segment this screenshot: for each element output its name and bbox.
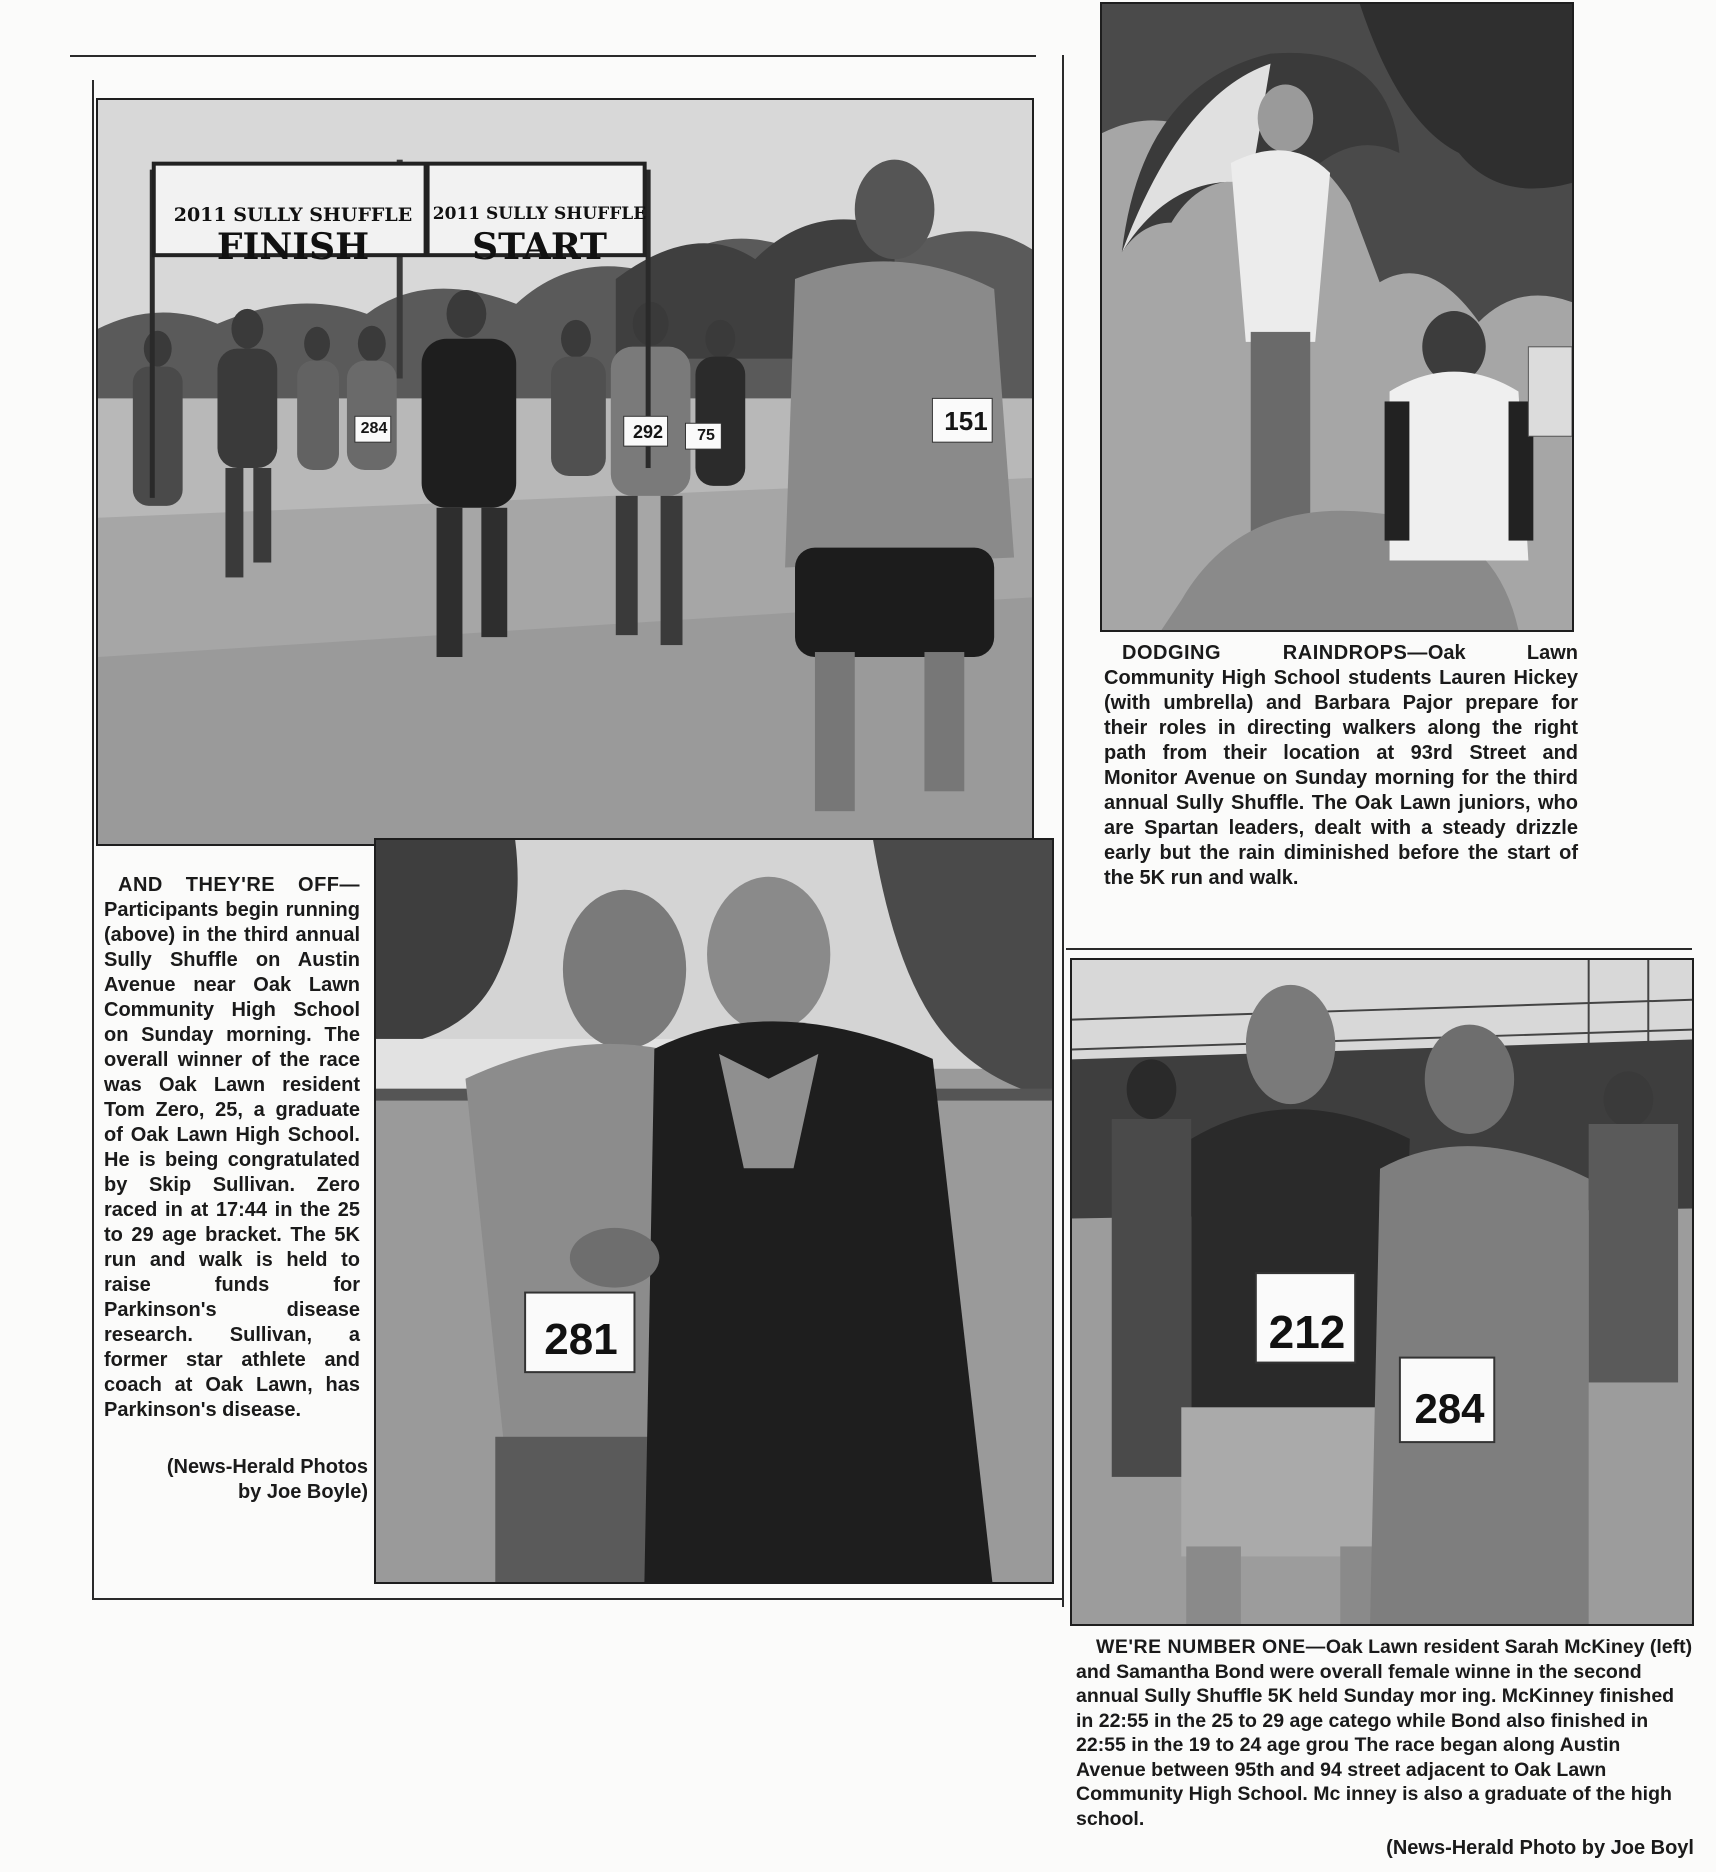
number-one-caption <box>1076 1635 1694 1831</box>
runners-caption <box>104 873 360 1423</box>
banner-start-top: 2011 SULLY SHUFFLE <box>432 204 647 224</box>
winner-handshake-photo <box>374 838 1054 1584</box>
bib-number: 292 <box>632 422 664 442</box>
runners-photo-credit-line1: (News-Herald Photos <box>166 1456 368 1478</box>
raindrops-caption-lead: DODGING RAINDROPS— <box>1122 642 1428 664</box>
female-winners-top-rule <box>1066 948 1692 950</box>
left-block-left-border <box>92 80 94 1600</box>
runners-photo-credit-line2: by Joe Boyle) <box>237 1481 368 1503</box>
banner-finish-top: 2011 SULLY SHUFFLE <box>173 204 413 226</box>
winner-bib-number: 281 <box>544 1315 618 1364</box>
bib-number-284: 284 <box>1414 1385 1485 1432</box>
left-block-right-border <box>1062 55 1064 1607</box>
umbrella-students-photo <box>1100 2 1574 632</box>
runners-photo <box>96 98 1034 846</box>
top-rule <box>70 55 1036 57</box>
left-block-bottom-border <box>92 1598 1064 1600</box>
banner-finish-word: FINISH <box>216 226 370 268</box>
raindrops-caption-body: Oak Lawn Community High School students Lauren Hickey (with umbrella) and Barbara Pajor prepare for their roles in directing walkers along the right path from their location at 93rd Street and Monitor Avenue on Sunday morning for the third annual Sully Shuffle. The Oak Lawn juniors, who are Spartan leaders, dealt with a steady drizzle early but the rain diminished before the start of the 5K run and walk. <box>1104 642 1578 889</box>
raindrops-caption <box>1104 641 1578 891</box>
runners-caption-body: Participants begin running (above) in the third annual Sully Shuffle on Austin Avenue near Oak Lawn Community High School on Sunday morning. The overall winner of the race was Oak Lawn resident Tom Zero, 25, a graduate of Oak Lawn High School. He is being congratulated by Skip Sullivan. Zero raced in at 17:44 in the 25 to 29 age bracket. The 5K run and walk is held to raise funds for Parkinson's disease research. Sullivan, a former star athlete and coach at Oak Lawn, has Parkinson's disease. <box>104 899 360 1421</box>
banner-start-word: START <box>472 226 607 268</box>
bib-number: 284 <box>360 420 388 437</box>
bib-number: 151 <box>944 406 988 436</box>
number-one-caption-lead: WE'RE NUMBER ONE— <box>1096 1636 1326 1658</box>
bib-number-212: 212 <box>1268 1306 1346 1358</box>
bib-number: 75 <box>697 427 715 444</box>
runners-caption-lead: AND THEY'RE OFF— <box>118 874 360 896</box>
number-one-caption-body: Oak Lawn resident Sarah McKiney (left) and Samantha Bond were overall female winne in the second annual Sully Shuffle 5K held Sunday mor ing. McKinney finished in 22:55 in the 25 to 29 age catego while Bond also finished in 22:55 in the 19 to 24 age grou The race began along Austin Avenue between 95th and 94 street adjacent to Oak Lawn Community High School. Mc inney is also a graduate of the high school. <box>1076 1636 1693 1830</box>
female-winners-photo <box>1070 958 1694 1626</box>
number-one-photo-credit: (News-Herald Photo by Joe Boyl <box>1386 1837 1694 1859</box>
